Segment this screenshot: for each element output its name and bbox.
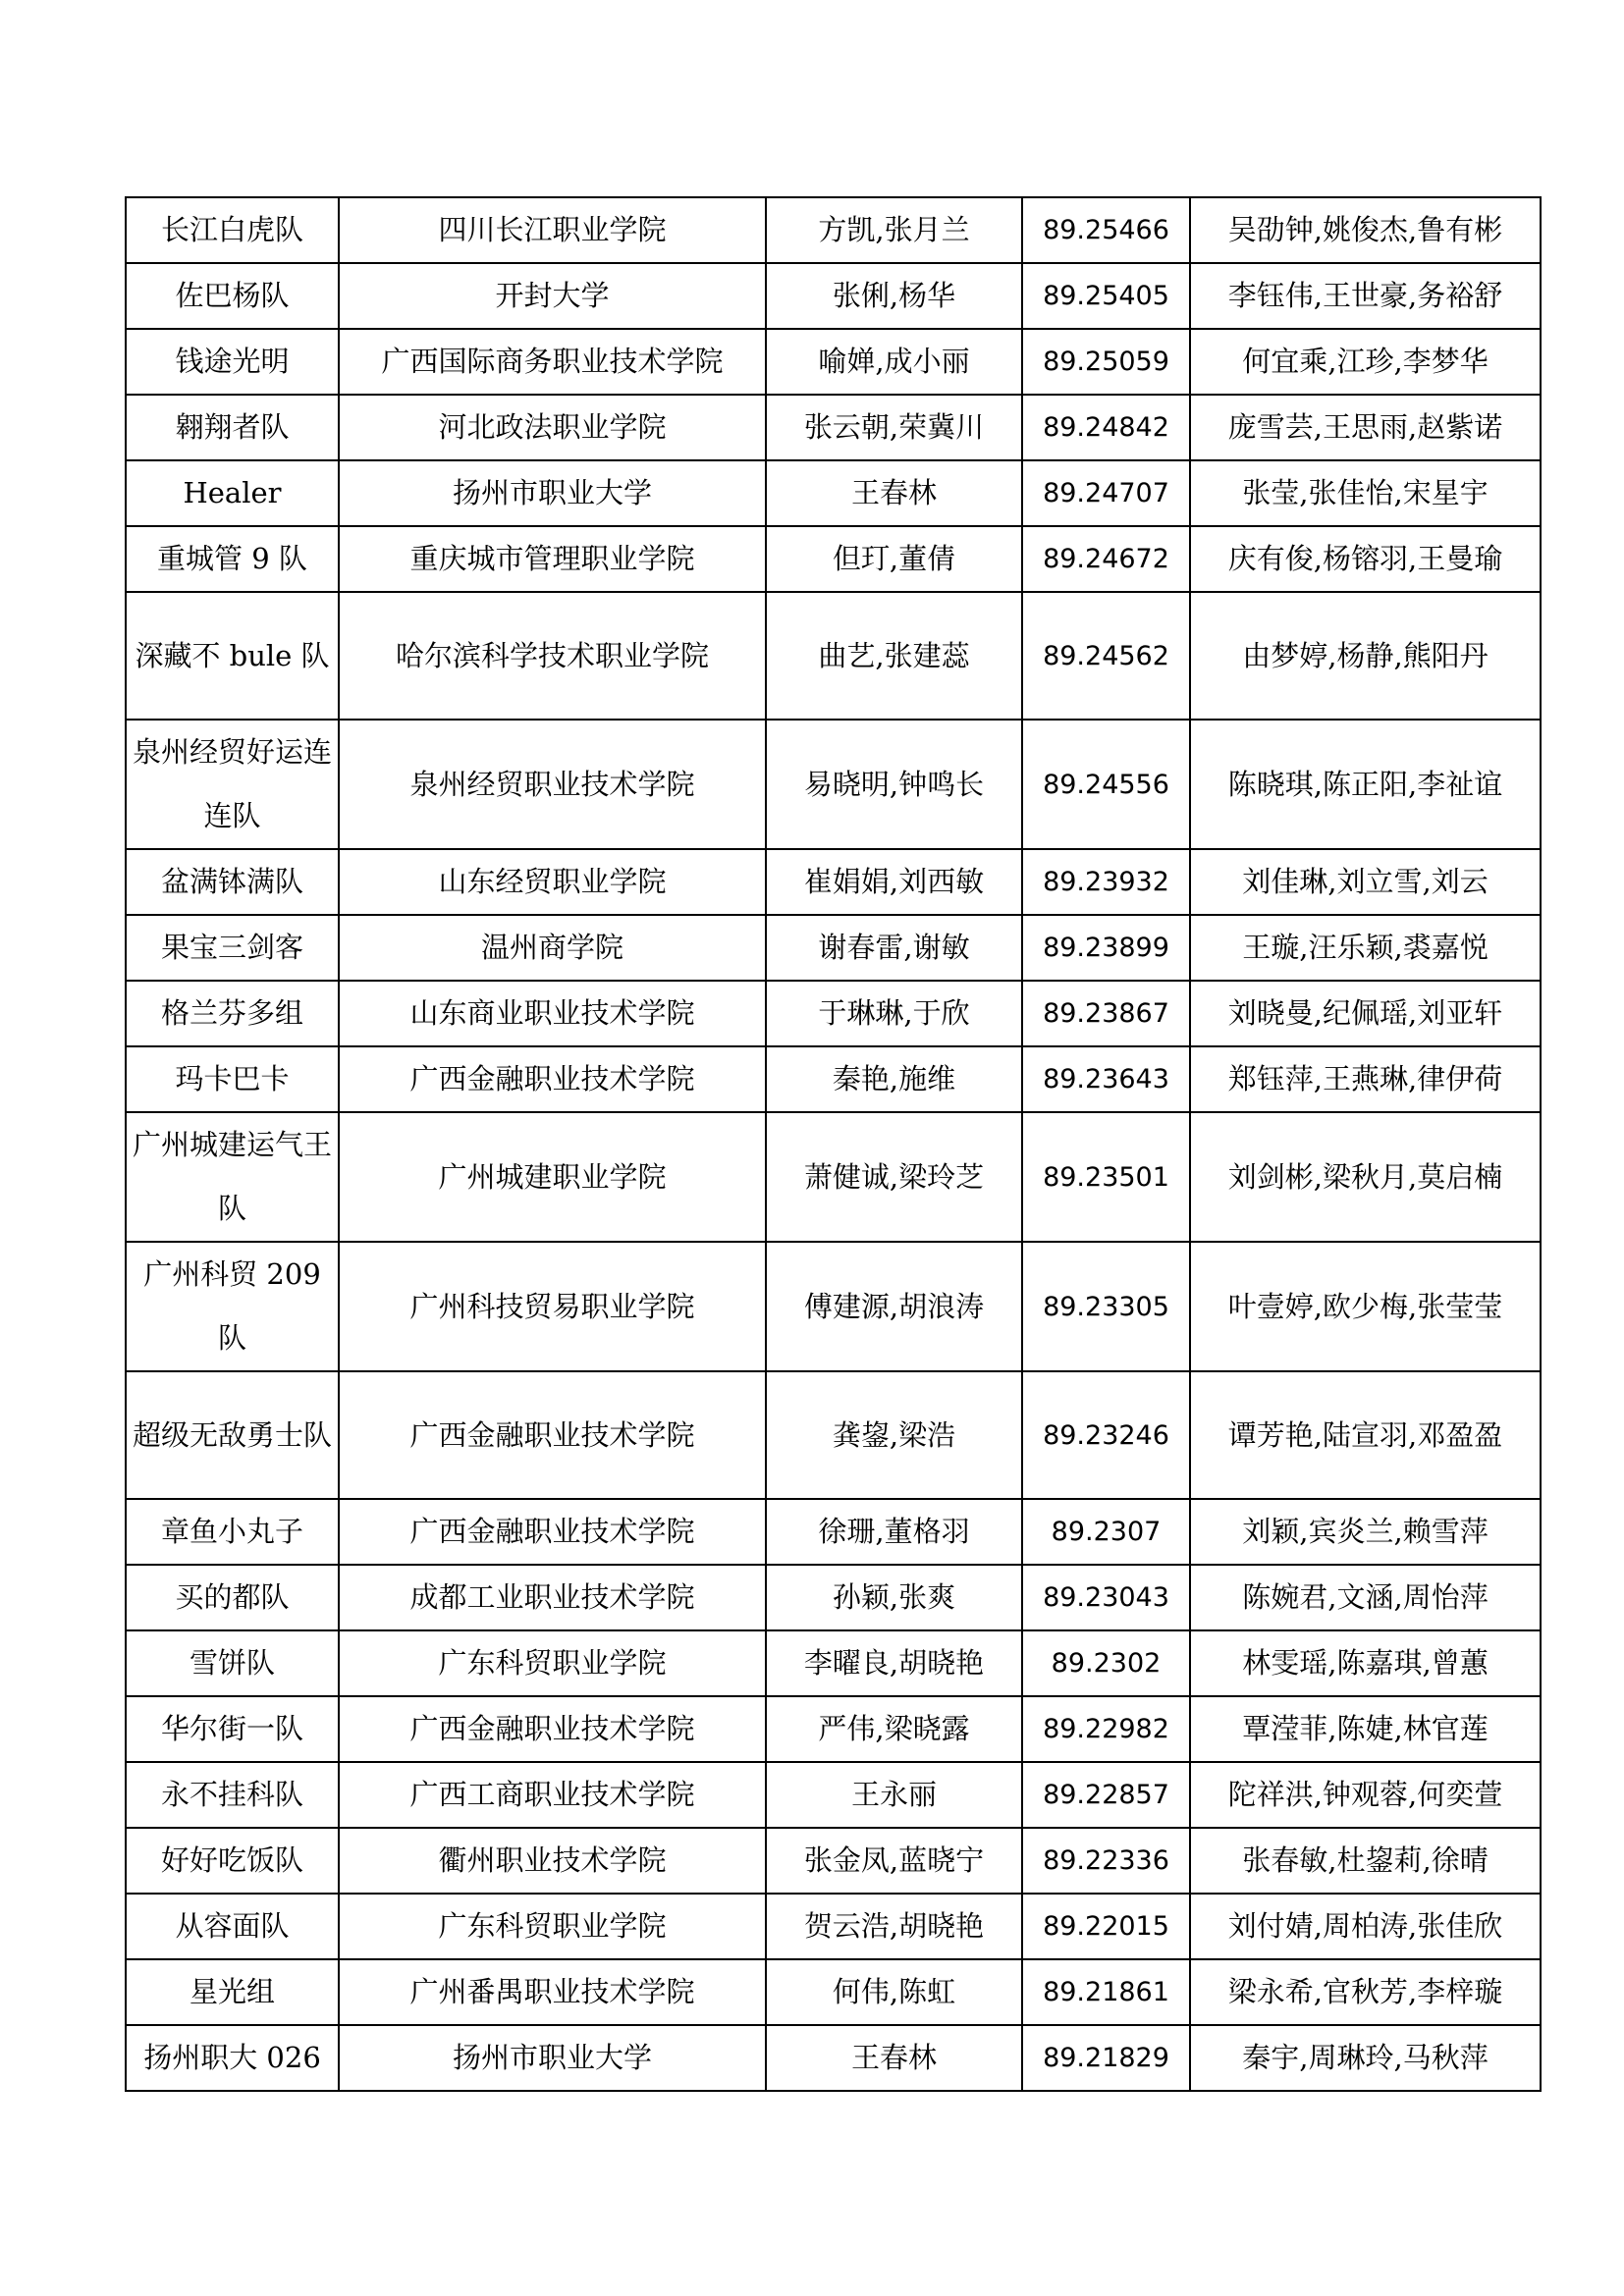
team-name-cell: 广州城建运气王队 <box>126 1112 339 1242</box>
team-name-cell: 翱翔者队 <box>126 395 339 460</box>
team-name-cell: 格兰芬多组 <box>126 981 339 1046</box>
table-row <box>126 197 1541 263</box>
members-cell: 刘晓曼,纪佩瑶,刘亚轩 <box>1190 981 1541 1046</box>
score-cell: 89.23501 <box>1022 1112 1190 1242</box>
score-cell: 89.21829 <box>1022 2025 1190 2091</box>
advisors-cell: 易晓明,钟鸣长 <box>766 720 1022 849</box>
school-cell: 广西金融职业技术学院 <box>339 1046 766 1112</box>
advisors-cell: 傅建源,胡浪涛 <box>766 1242 1022 1371</box>
table-row <box>126 1046 1541 1112</box>
team-name-cell: 华尔街一队 <box>126 1696 339 1762</box>
advisors-cell: 王永丽 <box>766 1762 1022 1828</box>
members-cell: 覃滢菲,陈婕,林官莲 <box>1190 1696 1541 1762</box>
members-cell: 谭芳艳,陆宣羽,邓盈盈 <box>1190 1371 1541 1499</box>
score-cell: 89.2307 <box>1022 1499 1190 1565</box>
advisors-cell: 贺云浩,胡晓艳 <box>766 1894 1022 1959</box>
members-cell: 刘佳琳,刘立雪,刘云 <box>1190 849 1541 915</box>
members-cell: 由梦婷,杨静,熊阳丹 <box>1190 592 1541 720</box>
school-cell: 广西金融职业技术学院 <box>339 1696 766 1762</box>
members-cell: 陈婉君,文涵,周怡萍 <box>1190 1565 1541 1630</box>
advisors-cell: 严伟,梁晓露 <box>766 1696 1022 1762</box>
members-cell: 张莹,张佳怡,宋星宇 <box>1190 460 1541 526</box>
members-cell: 林雯瑶,陈嘉琪,曾蕙 <box>1190 1630 1541 1696</box>
score-cell: 89.24842 <box>1022 395 1190 460</box>
advisors-cell: 但玎,董倩 <box>766 526 1022 592</box>
score-cell: 89.24707 <box>1022 460 1190 526</box>
table-row <box>126 1112 1541 1242</box>
score-cell: 89.23643 <box>1022 1046 1190 1112</box>
members-cell: 梁永希,官秋芳,李梓璇 <box>1190 1959 1541 2025</box>
team-name-cell: 泉州经贸好运连连队 <box>126 720 339 849</box>
members-cell: 刘剑彬,梁秋月,莫启楠 <box>1190 1112 1541 1242</box>
table-row <box>126 526 1541 592</box>
table-row <box>126 1696 1541 1762</box>
score-cell: 89.23246 <box>1022 1371 1190 1499</box>
score-cell: 89.23899 <box>1022 915 1190 981</box>
members-cell: 郑钰萍,王燕琳,律伊荷 <box>1190 1046 1541 1112</box>
score-cell: 89.23043 <box>1022 1565 1190 1630</box>
table-row <box>126 1828 1541 1894</box>
members-cell: 李钰伟,王世豪,务裕舒 <box>1190 263 1541 329</box>
team-name-cell: 章鱼小丸子 <box>126 1499 339 1565</box>
table-row <box>126 1565 1541 1630</box>
advisors-cell: 方凯,张月兰 <box>766 197 1022 263</box>
table-row <box>126 1242 1541 1371</box>
school-cell: 四川长江职业学院 <box>339 197 766 263</box>
team-name-cell: 佐巴杨队 <box>126 263 339 329</box>
team-name-cell: 永不挂科队 <box>126 1762 339 1828</box>
score-cell: 89.23932 <box>1022 849 1190 915</box>
table-row <box>126 460 1541 526</box>
school-cell: 山东商业职业技术学院 <box>339 981 766 1046</box>
advisors-cell: 何伟,陈虹 <box>766 1959 1022 2025</box>
team-name-cell: 从容面队 <box>126 1894 339 1959</box>
school-cell: 广州城建职业学院 <box>339 1112 766 1242</box>
school-cell: 哈尔滨科学技术职业学院 <box>339 592 766 720</box>
table-row <box>126 1630 1541 1696</box>
members-cell: 秦宇,周琳玲,马秋萍 <box>1190 2025 1541 2091</box>
score-cell: 89.24672 <box>1022 526 1190 592</box>
score-cell: 89.25405 <box>1022 263 1190 329</box>
advisors-cell: 龚鋆,梁浩 <box>766 1371 1022 1499</box>
table-row <box>126 329 1541 395</box>
advisors-cell: 张俐,杨华 <box>766 263 1022 329</box>
advisors-cell: 孙颖,张爽 <box>766 1565 1022 1630</box>
score-cell: 89.22982 <box>1022 1696 1190 1762</box>
school-cell: 重庆城市管理职业学院 <box>339 526 766 592</box>
school-cell: 成都工业职业技术学院 <box>339 1565 766 1630</box>
team-name-cell: 钱途光明 <box>126 329 339 395</box>
school-cell: 河北政法职业学院 <box>339 395 766 460</box>
score-cell: 89.23305 <box>1022 1242 1190 1371</box>
members-cell: 王璇,汪乐颖,裘嘉悦 <box>1190 915 1541 981</box>
table-row <box>126 263 1541 329</box>
team-name-cell: Healer <box>126 460 339 526</box>
school-cell: 广州科技贸易职业学院 <box>339 1242 766 1371</box>
school-cell: 广西国际商务职业技术学院 <box>339 329 766 395</box>
members-cell: 刘颖,宾炎兰,赖雪萍 <box>1190 1499 1541 1565</box>
score-cell: 89.25466 <box>1022 197 1190 263</box>
advisors-cell: 曲艺,张建蕊 <box>766 592 1022 720</box>
team-name-cell: 深藏不 bule 队 <box>126 592 339 720</box>
team-name-cell: 果宝三剑客 <box>126 915 339 981</box>
team-name-cell: 星光组 <box>126 1959 339 2025</box>
school-cell: 衢州职业技术学院 <box>339 1828 766 1894</box>
school-cell: 广东科贸职业学院 <box>339 1894 766 1959</box>
members-cell: 叶壹婷,欧少梅,张莹莹 <box>1190 1242 1541 1371</box>
members-cell: 张春敏,杜鋆莉,徐晴 <box>1190 1828 1541 1894</box>
table-row <box>126 1762 1541 1828</box>
score-cell: 89.24562 <box>1022 592 1190 720</box>
advisors-cell: 徐珊,董格羽 <box>766 1499 1022 1565</box>
advisors-cell: 崔娟娟,刘西敏 <box>766 849 1022 915</box>
advisors-cell: 张金凤,蓝晓宁 <box>766 1828 1022 1894</box>
school-cell: 山东经贸职业学院 <box>339 849 766 915</box>
table-row <box>126 849 1541 915</box>
score-cell: 89.21861 <box>1022 1959 1190 2025</box>
school-cell: 广西金融职业技术学院 <box>339 1499 766 1565</box>
team-name-cell: 盆满钵满队 <box>126 849 339 915</box>
members-cell: 庞雪芸,王思雨,赵紫诺 <box>1190 395 1541 460</box>
advisors-cell: 萧健诚,梁玲芝 <box>766 1112 1022 1242</box>
team-name-cell: 好好吃饭队 <box>126 1828 339 1894</box>
table-row <box>126 1959 1541 2025</box>
school-cell: 广西金融职业技术学院 <box>339 1371 766 1499</box>
advisors-cell: 于琳琳,于欣 <box>766 981 1022 1046</box>
team-name-cell: 超级无敌勇士队 <box>126 1371 339 1499</box>
members-cell: 刘付婧,周柏涛,张佳欣 <box>1190 1894 1541 1959</box>
team-name-cell: 雪饼队 <box>126 1630 339 1696</box>
members-cell: 吴劭钟,姚俊杰,鲁有彬 <box>1190 197 1541 263</box>
team-name-cell: 重城管 9 队 <box>126 526 339 592</box>
school-cell: 广西工商职业技术学院 <box>339 1762 766 1828</box>
score-cell: 89.22857 <box>1022 1762 1190 1828</box>
results-table <box>125 196 1542 2092</box>
advisors-cell: 王春林 <box>766 2025 1022 2091</box>
advisors-cell: 张云朝,荣冀川 <box>766 395 1022 460</box>
school-cell: 广东科贸职业学院 <box>339 1630 766 1696</box>
team-name-cell: 扬州职大 026 <box>126 2025 339 2091</box>
school-cell: 扬州市职业大学 <box>339 460 766 526</box>
table-row <box>126 981 1541 1046</box>
advisors-cell: 王春林 <box>766 460 1022 526</box>
school-cell: 温州商学院 <box>339 915 766 981</box>
table-row <box>126 1371 1541 1499</box>
table-row <box>126 395 1541 460</box>
team-name-cell: 玛卡巴卡 <box>126 1046 339 1112</box>
table-row <box>126 2025 1541 2091</box>
table-row <box>126 1499 1541 1565</box>
advisors-cell: 喻婵,成小丽 <box>766 329 1022 395</box>
members-cell: 何宜乘,江珍,李梦华 <box>1190 329 1541 395</box>
score-cell: 89.25059 <box>1022 329 1190 395</box>
table-row <box>126 720 1541 849</box>
table-row <box>126 1894 1541 1959</box>
school-cell: 扬州市职业大学 <box>339 2025 766 2091</box>
members-cell: 陀祥洪,钟观蓉,何奕萱 <box>1190 1762 1541 1828</box>
advisors-cell: 李曜良,胡晓艳 <box>766 1630 1022 1696</box>
members-cell: 陈晓琪,陈正阳,李祉谊 <box>1190 720 1541 849</box>
team-name-cell: 买的都队 <box>126 1565 339 1630</box>
score-cell: 89.22336 <box>1022 1828 1190 1894</box>
table-row <box>126 915 1541 981</box>
score-cell: 89.24556 <box>1022 720 1190 849</box>
team-name-cell: 长江白虎队 <box>126 197 339 263</box>
score-cell: 89.23867 <box>1022 981 1190 1046</box>
score-cell: 89.2302 <box>1022 1630 1190 1696</box>
team-name-cell: 广州科贸 209 队 <box>126 1242 339 1371</box>
table-row <box>126 592 1541 720</box>
school-cell: 开封大学 <box>339 263 766 329</box>
score-cell: 89.22015 <box>1022 1894 1190 1959</box>
members-cell: 庆有俊,杨镕羽,王曼瑜 <box>1190 526 1541 592</box>
advisors-cell: 谢春雷,谢敏 <box>766 915 1022 981</box>
results-table-body <box>126 197 1541 2091</box>
school-cell: 广州番禺职业技术学院 <box>339 1959 766 2025</box>
school-cell: 泉州经贸职业技术学院 <box>339 720 766 849</box>
advisors-cell: 秦艳,施维 <box>766 1046 1022 1112</box>
